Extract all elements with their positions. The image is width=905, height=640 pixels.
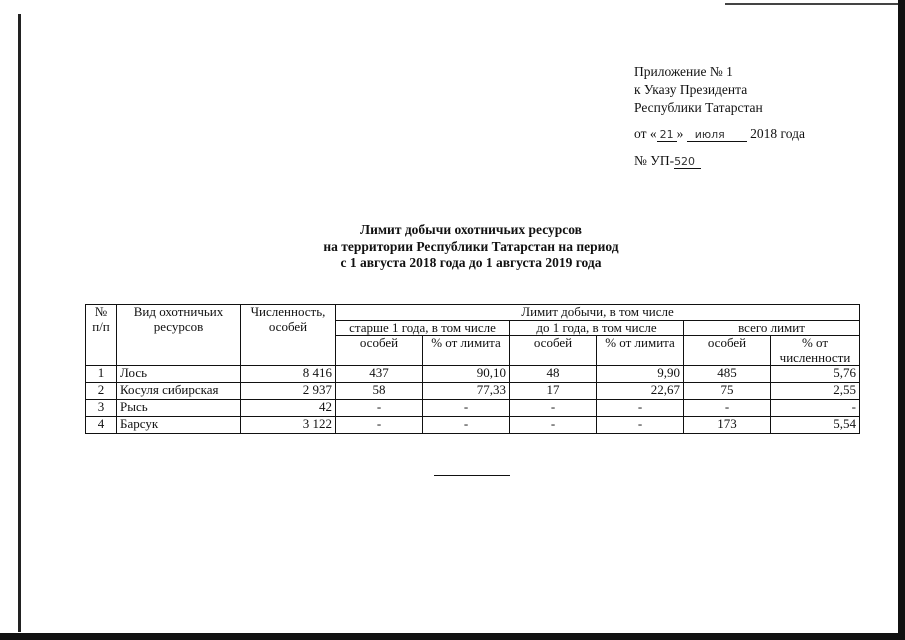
title-line-1: Лимит добычи охотничьих ресурсов — [360, 222, 582, 237]
approval-line-appendix: Приложение № 1 — [634, 64, 733, 79]
decree-number: 520 — [674, 155, 701, 169]
approval-block — [634, 63, 805, 171]
scan-edge-bottom — [0, 633, 905, 640]
approval-line-decree: к Указу Президента — [634, 82, 748, 97]
approval-date: от « 21 » июля 2018 года — [634, 126, 805, 141]
hunting-limit-table — [85, 304, 860, 434]
table-row: 2 Косуля сибирская 2 937 58 77,33 17 22,67 75 2,55 — [86, 383, 860, 400]
date-day: 21 — [657, 128, 677, 142]
header-older-individuals: особей — [336, 336, 423, 366]
table-row: 4 Барсук 3 122 - - - - 173 5,54 — [86, 417, 860, 434]
header-total: всего лимит — [684, 320, 860, 336]
title-line-2: на территории Республики Татарстан на период — [323, 238, 619, 254]
title-line-3: с 1 августа 2018 года до 1 августа 2019 года — [340, 255, 602, 270]
header-older-pct: % от лимита — [423, 336, 510, 366]
table-row: 1 Лось 8 416 437 90,10 48 9,90 485 5,76 — [86, 366, 860, 383]
header-total-individuals: особей — [684, 336, 771, 366]
approval-number: № УП-520 — [634, 152, 805, 171]
header-population: Численность, особей — [241, 305, 336, 366]
end-rule — [434, 475, 510, 476]
header-older: старше 1 года, в том числе — [336, 320, 510, 336]
scan-edge-left — [18, 14, 21, 632]
header-limit: Лимит добычи, в том числе — [336, 305, 860, 321]
table-row: 3 Рысь 42 - - - - - - — [86, 400, 860, 417]
header-species: Вид охотничьих ресурсов — [117, 305, 241, 366]
header-total-pct: % от численности — [771, 336, 860, 366]
header-num: № п/п — [86, 305, 117, 366]
date-year: 2018 года — [750, 126, 805, 141]
date-month: июля — [687, 128, 747, 142]
scan-edge-top — [725, 3, 905, 5]
scan-edge-right — [898, 0, 905, 640]
approval-line-republic: Республики Татарстан — [634, 100, 763, 115]
header-younger-individuals: особей — [510, 336, 597, 366]
document-title — [250, 222, 692, 272]
header-younger-pct: % от лимита — [597, 336, 684, 366]
header-younger: до 1 года, в том числе — [510, 320, 684, 336]
